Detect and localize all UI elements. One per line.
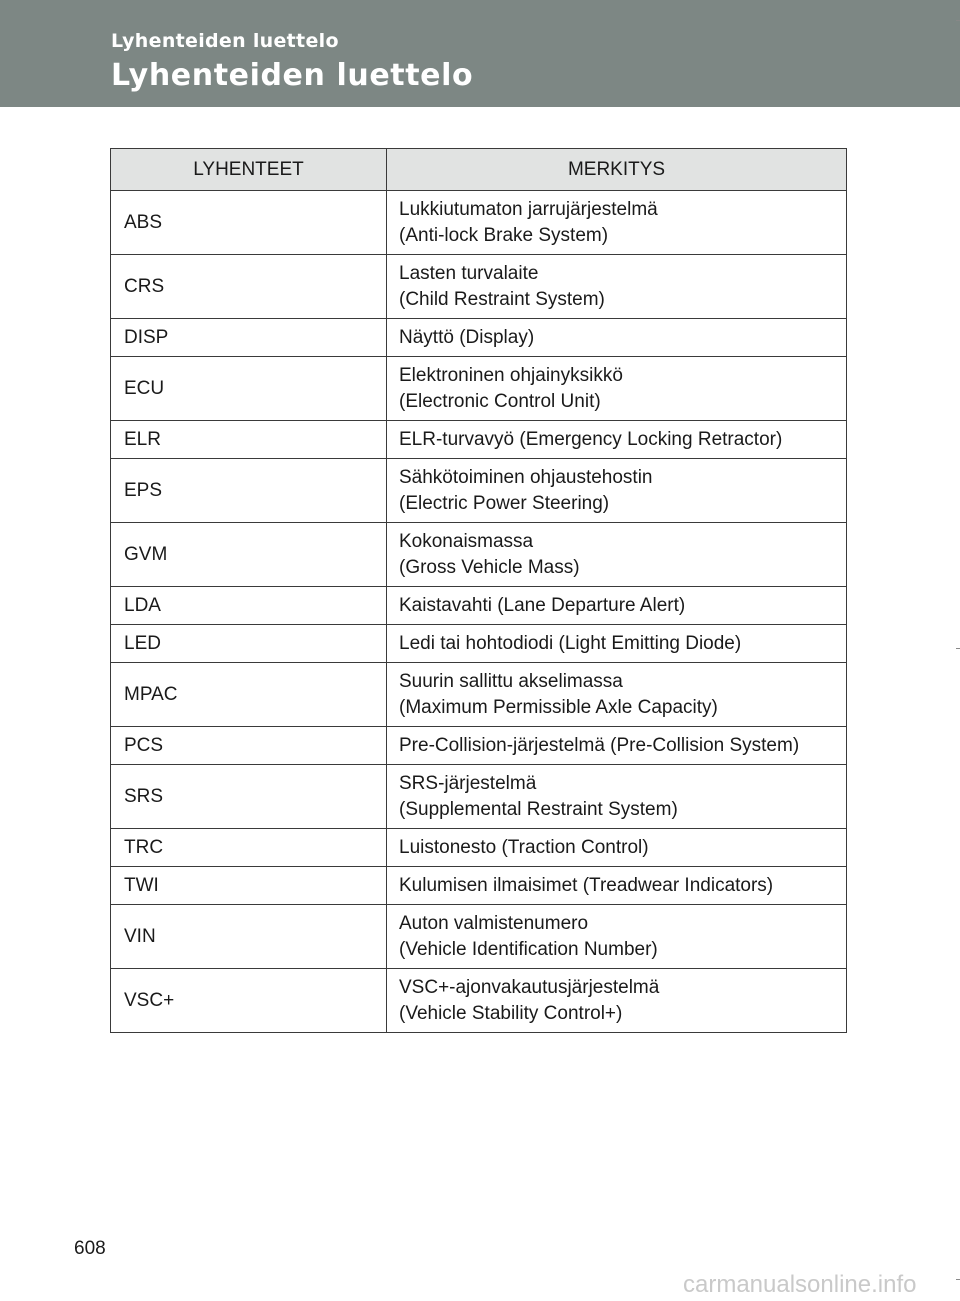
abbreviations-table-container — [110, 148, 846, 1033]
meaning-english-text: (Vehicle Identification Number) — [399, 938, 658, 960]
abbreviation-cell: CRS — [111, 255, 387, 319]
table-row — [111, 663, 847, 727]
table-row — [111, 357, 847, 421]
column-header-abbreviations: LYHENTEET — [111, 149, 387, 191]
column-header-meaning: MERKITYS — [387, 149, 847, 191]
table-row — [111, 765, 847, 829]
margin-tick-mark — [956, 1279, 960, 1280]
meaning-cell — [387, 459, 847, 523]
abbreviation-cell: LED — [111, 625, 387, 663]
meaning-english-text: (Maximum Permissible Axle Capacity) — [399, 696, 718, 718]
meaning-cell — [387, 727, 847, 765]
page-header — [0, 0, 960, 107]
meaning-english-text: (Vehicle Stability Control+) — [399, 1002, 623, 1024]
meaning-cell — [387, 867, 847, 905]
meaning-english-text: (Electric Power Steering) — [399, 492, 610, 514]
table-row — [111, 905, 847, 969]
table-row — [111, 523, 847, 587]
meaning-cell — [387, 969, 847, 1033]
meaning-cell — [387, 829, 847, 867]
meaning-english-text: (Anti-lock Brake System) — [399, 224, 609, 246]
table-row — [111, 421, 847, 459]
abbreviations-table — [110, 148, 847, 1033]
meaning-cell — [387, 191, 847, 255]
table-header-row — [111, 149, 847, 191]
meaning-english-text: (Child Restraint System) — [399, 288, 605, 310]
abbreviation-cell: DISP — [111, 319, 387, 357]
table-row — [111, 191, 847, 255]
meaning-cell — [387, 523, 847, 587]
meaning-cell — [387, 765, 847, 829]
table-row — [111, 969, 847, 1033]
abbreviation-cell: ABS — [111, 191, 387, 255]
abbreviation-cell: ELR — [111, 421, 387, 459]
meaning-text: Lasten turvalaite — [399, 262, 539, 284]
abbreviation-cell: VSC+ — [111, 969, 387, 1033]
table-row — [111, 867, 847, 905]
meaning-text: Sähkötoiminen ohjaustehostin — [399, 466, 653, 488]
meaning-text: Näyttö (Display) — [399, 326, 535, 348]
table-row — [111, 255, 847, 319]
table-row — [111, 625, 847, 663]
abbreviation-cell: PCS — [111, 727, 387, 765]
meaning-text: ELR-turvavyö (Emergency Locking Retractor) — [399, 428, 783, 450]
meaning-text: Kulumisen ilmaisimet (Treadwear Indicators) — [399, 874, 774, 896]
meaning-cell — [387, 587, 847, 625]
meaning-english-text: (Gross Vehicle Mass) — [399, 556, 580, 578]
meaning-text: Pre-Collision-järjestelmä (Pre-Collision System) — [399, 734, 800, 756]
meaning-text: Suurin sallittu akselimassa — [399, 670, 623, 692]
meaning-english-text: (Electronic Control Unit) — [399, 390, 601, 412]
meaning-cell — [387, 625, 847, 663]
page-number: 608 — [74, 1238, 106, 1259]
section-title: Lyhenteiden luettelo — [111, 30, 339, 52]
meaning-text: Lukkiutumaton jarrujärjestelmä — [399, 198, 658, 220]
table-body — [111, 191, 847, 1033]
abbreviation-cell: GVM — [111, 523, 387, 587]
meaning-text: Luistonesto (Traction Control) — [399, 836, 649, 858]
abbreviation-cell: VIN — [111, 905, 387, 969]
abbreviation-cell: SRS — [111, 765, 387, 829]
footer-watermark-url: carmanualsonline.info — [683, 1271, 917, 1298]
meaning-text: Kokonaismassa — [399, 530, 534, 552]
abbreviation-cell: EPS — [111, 459, 387, 523]
meaning-cell — [387, 663, 847, 727]
meaning-text: VSC+-ajonvakautusjärjestelmä — [399, 976, 660, 998]
meaning-cell — [387, 905, 847, 969]
abbreviation-cell: LDA — [111, 587, 387, 625]
meaning-text: Auton valmistenumero — [399, 912, 589, 934]
table-row — [111, 829, 847, 867]
table-row — [111, 319, 847, 357]
table-row — [111, 727, 847, 765]
page-title: Lyhenteiden luettelo — [111, 58, 474, 93]
meaning-cell — [387, 255, 847, 319]
margin-tick-mark — [956, 20, 960, 21]
abbreviation-cell: TRC — [111, 829, 387, 867]
meaning-english-text: (Supplemental Restraint System) — [399, 798, 678, 820]
meaning-cell — [387, 319, 847, 357]
margin-tick-mark — [956, 648, 960, 649]
table-row — [111, 587, 847, 625]
meaning-text: Ledi tai hohtodiodi (Light Emitting Diode) — [399, 632, 742, 654]
abbreviation-cell: MPAC — [111, 663, 387, 727]
abbreviation-cell: TWI — [111, 867, 387, 905]
table-row — [111, 459, 847, 523]
meaning-cell — [387, 357, 847, 421]
meaning-text: SRS-järjestelmä — [399, 772, 537, 794]
abbreviation-cell: ECU — [111, 357, 387, 421]
meaning-text: Elektroninen ohjainyksikkö — [399, 364, 623, 386]
meaning-cell — [387, 421, 847, 459]
meaning-text: Kaistavahti (Lane Departure Alert) — [399, 594, 686, 616]
